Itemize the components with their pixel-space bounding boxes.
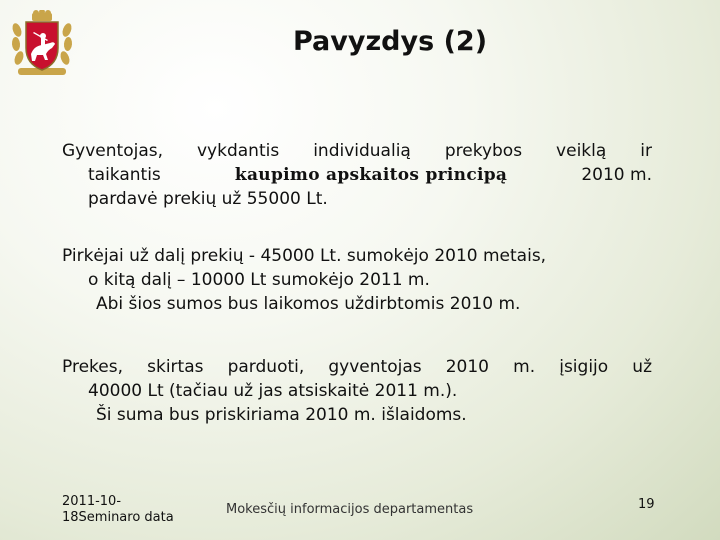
paragraph-1-line-2-part-3: 2010 m. [581, 165, 652, 185]
paragraph-1-bold-phrase: kaupimo apskaitos principą [234, 165, 508, 185]
paragraph-2-line-2: o kitą dalį – 10000 Lt sumokėjo 2011 m. [88, 270, 430, 290]
paragraph-2 [62, 244, 652, 316]
slide-number: 19 [638, 497, 655, 512]
paragraph-3-line-1: Prekes, skirtas parduoti, gyventojas 2010 m. įsigijo už [62, 357, 652, 377]
paragraph-1-line-2-part-1: taikantis [88, 165, 161, 185]
paragraph-3-line-2: 40000 Lt (tačiau už jas atsiskaitė 2011 m.). [88, 381, 458, 401]
paragraph-3-line-3: Ši suma bus priskiriama 2010 m. išlaidoms. [96, 405, 467, 425]
paragraph-2-line-1: Pirkėjai už dalį prekių - 45000 Lt. sumokėjo 2010 metais, [62, 246, 547, 266]
paragraph-2-line-3: Abi šios sumos bus laikomos uždirbtomis 2010 m. [96, 294, 521, 314]
footer-department: Mokesčių informacijos departamentas [226, 502, 474, 517]
footer-date-line-2: 18Seminaro data [62, 510, 174, 525]
coat-of-arms-logo [10, 10, 74, 78]
paragraph-1-line-1: Gyventojas, vykdantis individualią prekybos veiklą ir [62, 141, 652, 161]
paragraph-3 [62, 355, 652, 427]
slide-title: Pavyzdys (2) [292, 26, 488, 57]
paragraph-1-line-2 [62, 163, 652, 187]
paragraph-1-line-3: pardavė prekių už 55000 Lt. [88, 189, 328, 209]
paragraph-1 [62, 139, 652, 211]
footer-date [62, 494, 174, 526]
footer-date-line-1: 2011-10- [62, 494, 122, 509]
